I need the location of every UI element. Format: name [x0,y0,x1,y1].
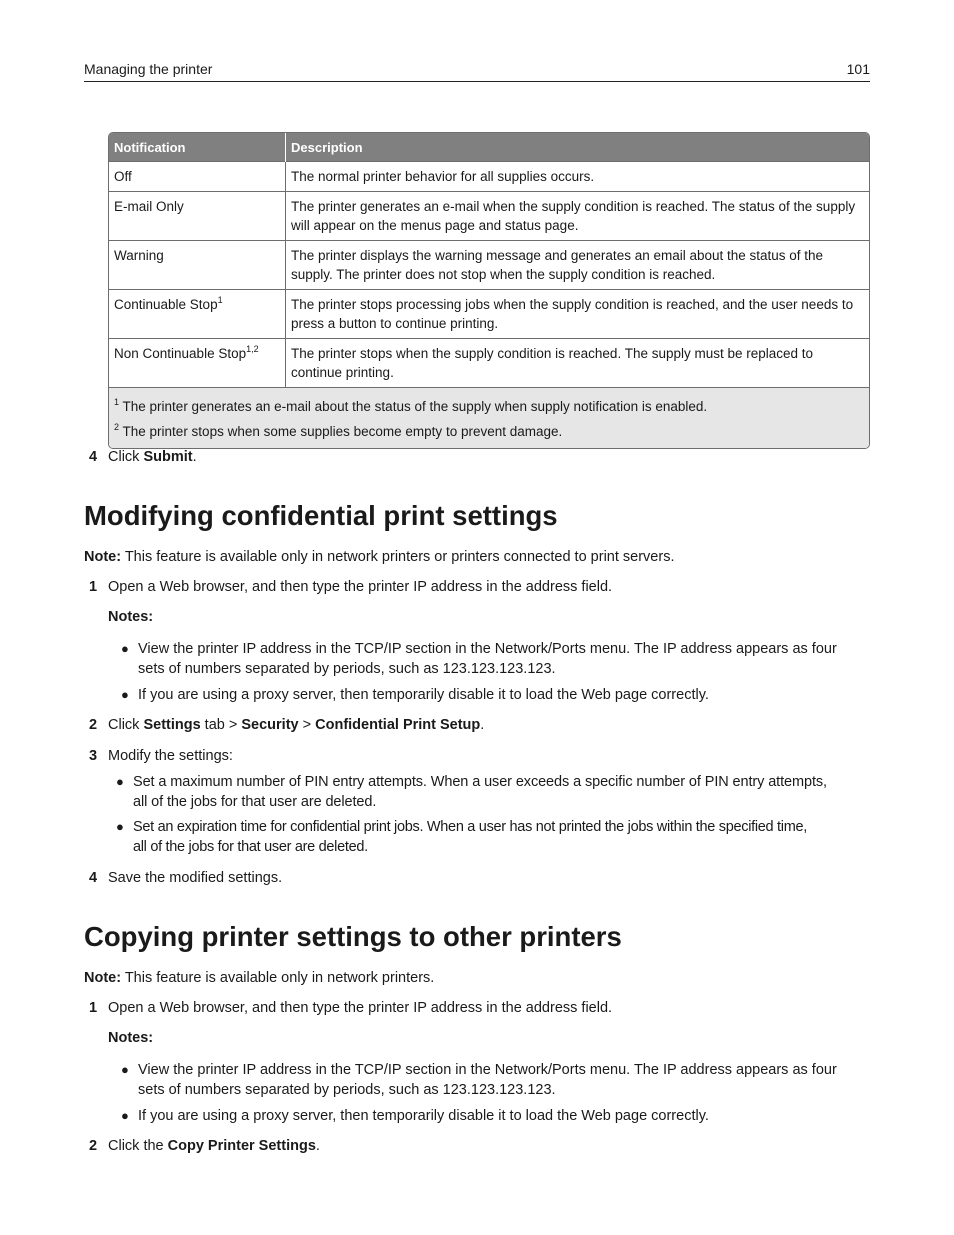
step-text: Save the modified settings. [108,870,283,886]
running-header [84,61,870,82]
step-text: Click Settings tab > Security > Confidential Print Setup. [108,717,485,733]
table-row [109,162,869,192]
section2-notes-label [108,1028,153,1048]
list-item [116,772,870,812]
description-cell: The printer displays the warning message and generates an email about the status of the supply. The printer does not stop when the supply condition is reached. [286,241,870,290]
description-cell: The printer stops when the supply condition is reached. The supply must be replaced to continue printing. [286,339,870,388]
notification-cell [109,192,286,241]
table-row [109,241,869,290]
footnote-ref: 1 [217,295,223,305]
bullet-icon: ● [121,687,129,702]
notification-cell [109,290,286,339]
security-label: Security [241,717,299,733]
notification-name: Non Continuable Stop [114,346,247,361]
notification-table [108,132,870,449]
notification-cell [109,339,286,388]
step-number: 4 [89,449,98,465]
step-text: Click the Copy Printer Settings. [108,1138,320,1154]
text-line: Set an expiration time for confidential print jobs. When a user has not printed the jobs within the specified time, [133,819,807,835]
description-cell: The printer stops processing jobs when the supply condition is reached, and the user needs to press a button to continue printing. [286,290,870,339]
bullet-icon: ● [121,641,129,656]
list-item [121,1060,870,1100]
note-text: This feature is available only in network printers. [121,970,435,986]
text-line: all of the jobs for that user are deleted. [133,794,377,810]
copy-printer-settings-label: Copy Printer Settings [167,1138,316,1154]
bullet-icon: ● [121,1108,129,1123]
note-label: Note: [84,970,122,986]
header-section-title: Managing the printer [84,61,213,77]
notification-name: E-mail Only [114,199,184,214]
bullet-icon: ● [121,1062,129,1077]
step-number: 1 [89,579,98,595]
list-item-text [121,1060,870,1100]
notification-name: Warning [114,248,164,263]
list-item [121,1106,870,1126]
list-item-text [116,817,870,857]
list-item [121,685,870,705]
step-text: Click Submit. [108,449,197,465]
settings-tab-label: Settings [143,717,201,733]
description-cell: The normal printer behavior for all supplies occurs. [286,162,870,192]
step-text: Open a Web browser, and then type the printer IP address in the address field. [108,579,613,595]
notes-heading: Notes: [108,609,154,625]
list-item-text: If you are using a proxy server, then temporarily disable it to load the Web page correctly. [138,687,709,703]
section1-notes-label [108,607,153,627]
text-line: View the printer IP address in the TCP/IP section in the Network/Ports menu. The IP address appears as four [138,641,837,657]
text-line: View the printer IP address in the TCP/IP section in the Network/Ports menu. The IP address appears as four [138,1062,837,1078]
confidential-print-setup-label: Confidential Print Setup [315,717,481,733]
notification-cell [109,162,286,192]
list-item [116,817,870,857]
step-number: 4 [89,870,98,886]
table-row [109,339,869,388]
description-cell: The printer generates an e-mail when the supply condition is reached. The status of the supply will appear on the menus page and status page. [286,192,870,241]
step-text: Open a Web browser, and then type the printer IP address in the address field. [108,1000,613,1016]
step-number: 1 [89,1000,98,1016]
footnote-mark: 1 [114,397,120,407]
footnote-text: The printer generates an e-mail about the status of the supply when supply notification is enabled. [122,399,708,414]
text-line: sets of numbers separated by periods, such as 123.123.123.123. [138,1082,556,1098]
submit-label: Submit [143,449,193,465]
list-item-text: If you are using a proxy server, then temporarily disable it to load the Web page correctly. [138,1108,709,1124]
step-text: Modify the settings: [108,748,233,764]
page-number: 101 [846,61,870,77]
table-row [109,192,869,241]
bullet-icon: ● [116,819,124,834]
table-row [109,290,869,339]
note-label: Note: [84,549,122,565]
notification-name: Off [114,169,132,184]
section2-note [84,968,870,988]
list-item-text [116,772,870,812]
text-line: sets of numbers separated by periods, such as 123.123.123.123. [138,661,556,677]
notes-heading: Notes: [108,1030,154,1046]
footnote [114,394,864,419]
list-item-text [121,639,870,679]
list-item [121,639,870,679]
footnote-text: The printer stops when some supplies become empty to prevent damage. [122,424,563,439]
section-title-confidential-print: Modifying confidential print settings [84,500,558,531]
step-number: 3 [89,748,98,764]
notification-name: Continuable Stop [114,297,218,312]
text-line: Set a maximum number of PIN entry attempts. When a user exceeds a specific number of PIN entry attempts, [133,774,827,790]
footnote-ref: 1,2 [246,344,259,354]
table-footnotes [109,387,869,448]
notification-cell [109,241,286,290]
column-header-notification: Notification [109,133,286,162]
step-number: 2 [89,1138,98,1154]
bullet-icon: ● [116,774,124,789]
column-header-description: Description [286,133,870,162]
footnote-mark: 2 [114,422,120,432]
step-number: 2 [89,717,98,733]
text-line: all of the jobs for that user are deleted. [133,839,368,855]
note-text: This feature is available only in network printers or printers connected to print servers. [121,549,675,565]
section1-note [84,547,870,567]
table-header-row [109,133,869,162]
footnote [114,419,864,444]
section-title-copying-printer-settings: Copying printer settings to other printers [84,921,622,952]
